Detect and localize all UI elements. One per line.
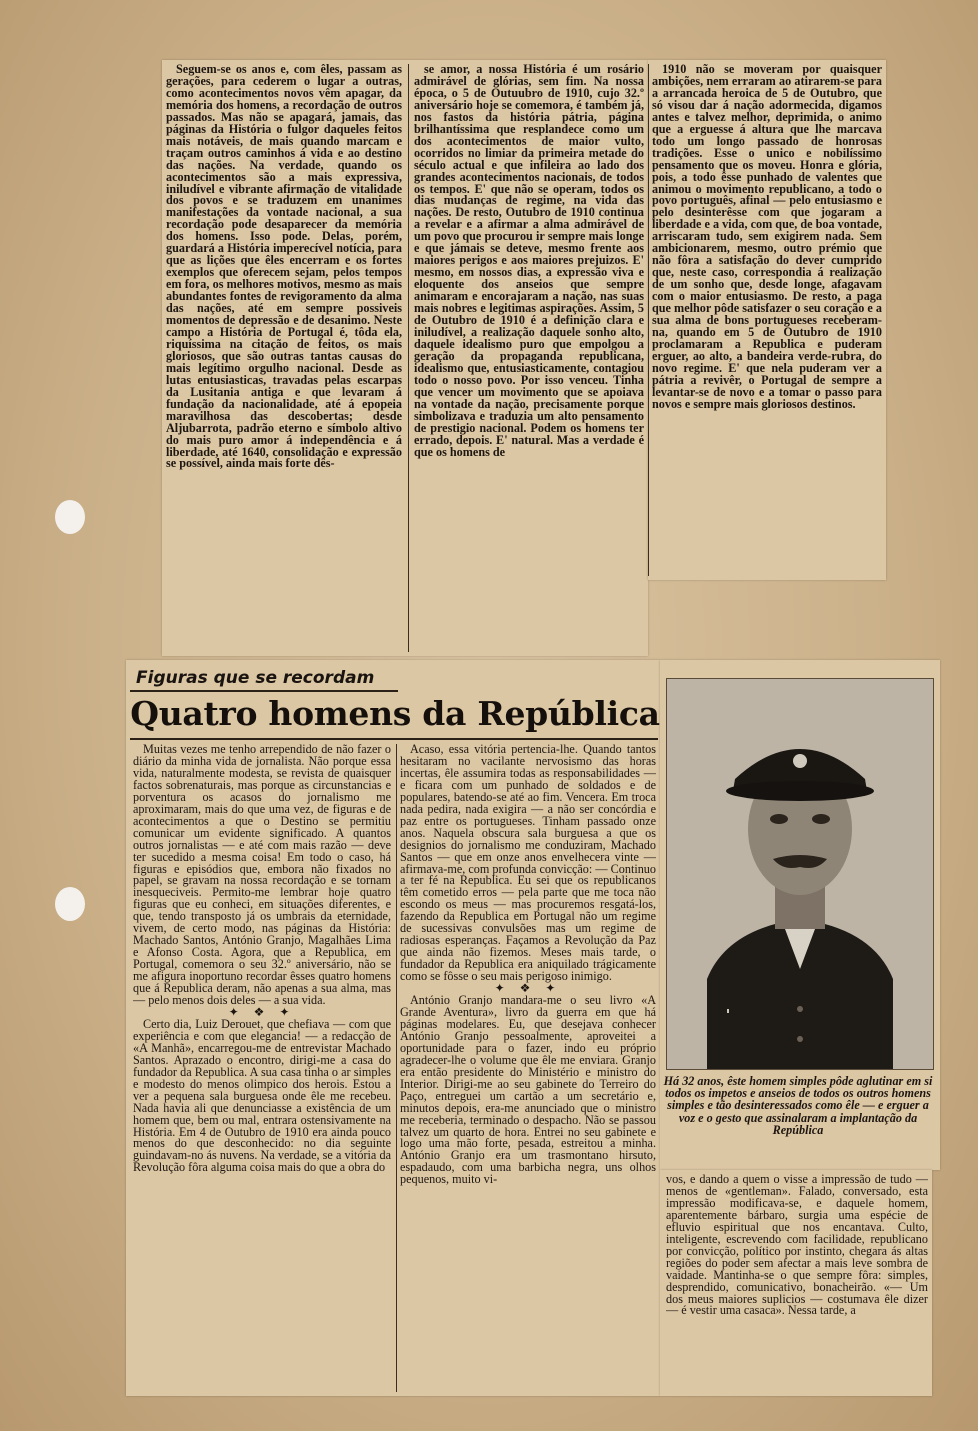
ornament-divider: ✦ ❖ ✦ xyxy=(228,1004,296,1019)
photo-caption: Há 32 anos, êste homem simples pôde aglutinar em si todos os impetos e anseios de todos os outros homens simples e tão desinteressados como êle — e erguer a voz e o gesto que assinalaram a implantação da República xyxy=(663,1074,933,1137)
top-article-col2-text: se amor, a nossa História é um rosário admirável de glórias, sem fim. Na nossa época, o 5 de Outuubro de 1910, cujo 32.º aniversário hoje se comemora, é também já, nos fastos da história pátria, página brilhantíssima que resplandece como um dos acontecimentos de maior vulto, ocorridos no limiar da primeira metade do século actual e que infileira ao lado dos grandes acontecimentos nacionais, de todos os tempos. E' que não se operam, todos os dias mudanças de regime, na vida das nações. De resto, Outubro de 1910 continua a revelar e a afirmar a alma admirável de um povo que procurou ir sempre mais longe e que jámais se deteve, mesmo frente aos maiores perigos e aos maiores prejuizos. E' mesmo, em nossos dias, a expressão viva e eloquente dos anseios que sempre animaram e encorajaram a nação, nas suas mais nobres e legitimas aspirações. Assim, 5 de Outubro de 1910 é a definição clara e iniludível, a realização daquele sonho alto, daquele idealismo puro que empolgou a geração da propaganda republicana, idealismo que, entusiasticamente, contagiou todo o nosso povo. Por isso venceu. Tinha que vencer um movimento que se apoiava na vontade da nação, precisamente porque simbolizava e traduzia um alto pensamento de prestigio nacional. Podem os homens ter errado, depois. E' natural. Mas a verdade é que os homens de xyxy=(414,64,644,459)
top-article-column-2 xyxy=(414,64,644,654)
bottom-article-col1-text-b: Certo dia, Luiz Derouet, que chefiava — com que experiência e com que elegancia! — a redacção de «A Manhã», encarregou-me de entrevistar Machado Santos. Aprazado o encontro, dirigi-me a casa do fundador da Republica. A sua casa tinha o ar simples e modesto do menos olimpico dos herois. Estou a ver a pequena sala burguesa onde êle me recebeu. Nada havia ali que denunciasse a existência de um homem que, bem ou mal, entrara ostensivamente na História. Em 4 de Outubro de 1910 era ainda pouco menos do que desconhecido: no dia seguinte guindavam-no ás nuvens. Na verdade, se a vitória da Revolução fôra alguma coisa mais do que a obra do xyxy=(133,1016,391,1175)
top-clipping-right xyxy=(648,60,886,580)
bottom-article-col1-text-a: Muitas vezes me tenho arrependido de não fazer o diário da minha vida de jornalista. Não porque essa vida, naturalmente modesta, se revista de quaisquer factos sobrenaturais, mas porque as circunstancias e porventura os acasos do jornalismo me aproximaram, mais do que uma vez, de figuras e de acontecimentos a que o Destino se permitiu comunicar um evidente significado. A quantos outros jornalistas — e até com mais razão — deve ter sucedido a mesma coisa! Em todo o caso, há figuras e episódios que, embora não fixados no papel, se gravam na nossa recordação e se tornam inesqueciveis. Permito-me lembrar hoje quatro figuras que eu conheci, em situações diferentes, e que, tendo transposto já os umbrais da eternidade, vivem, de certo modo, nas páginas da História: Machado Santos, António Granjo, Magalhães Lima e Afonso Costa. Agora, que a Republica, em Portugal, comemora o seu 32.º aniversário, não se me afigura inoportuno recordar êsses quatro homens que á Republica deram, não apenas a sua alma, mas — pelo menos dois deles — a sua vida. xyxy=(133,744,391,1008)
top-article-col1-text: Seguem-se os anos e, com êles, passam as gerações, para cederem o lugar a outras, como acontecimentos novos vêm apagar, da memória dos homens, a recordação de outros passados. Mas não se apagará, jamais, das páginas da História o fulgor daqueles feitos mais notáveis, de mais quando marcam e traçam outros caminhos á vida e ao destino das nações. Na verdade, quando os acontecimentos são a mais expressiva, iniludível e vibrante afirmação de vitalidade dos povos e se traduzem em unanimes manifestações da vontade nacional, a sua recordação pode desaparecer da memória dos homens. Isso pode. Delas, porém, guardará a História imperecível notícia, para que as lições que êles encerram e os fortes exemplos que oferecem sejam, pelos tempos em fora, os melhores motivos, mesmo as mais abundantes fontes de revigoramento da alma das nações, até em sempre possiveis momentos de depressão e de desanimo. Neste campo a História de Portugal é, tôda ela, riquíssima na citação de feitos, os mais gloriosos, que são outras tantas causas do mais legítimo orgulho nacional. Desde as lutas entusiasticas, travadas pelas escarpas da Lusitania antiga e que levaram á fundação da nacionalidade, até á epopeia maravilhosa das descobertas; desde Aljubarrota, padrão eterno e símbolo altivo do mais puro amor á independência e á liberdade, até 1640, consolidação e expressão se possível, ainda mais forte dês- xyxy=(166,64,402,471)
portrait-photo xyxy=(666,678,934,1070)
top-article-col3-text: 1910 não se moveram por quaisquer ambições, nem erraram ao atirarem-se para a arrancada heroica de 5 de Outubro, que só visou dar á nação adormecida, digamos antes e talvez melhor, deprimida, o animo que a erguesse á altura que lhe marcava todo um longo passado de honrosas tradições. Esse o unico e nobilíssimo pensamento que os moveu. Honra e glória, pois, a todo êsse punhado de valentes que animou o movimento republicano, a todo o povo português, afinal — pelo entusiasmo e pelo desinterêsse com que jogaram a liberdade e a vida, com que, de boa vontade, arriscaram tudo, sem exigirem nada. Sem ambicionarem, mesmo, outro prémio que não fôra a satisfação do dever cumprido que, neste caso, correspondia á realização de um sonho que, desde longe, afagavam com o maior entusiasmo. De resto, a paga que melhor pôde satisfazer o seu coração e a sua alma de bons portugueses receberam-na, quando em 5 de Outubro de 1910 proclamaram a Republica e puderam erguer, ao alto, a bandeira verde-rubra, do novo regime. E' que nela puderam ver a pátria a revivêr, o Portugal de sempre a levantar-se de novo e a tomar o passo para novos e sempre mais gloriosos destinos. xyxy=(652,64,882,411)
bottom-article-column-3 xyxy=(666,1174,928,1392)
column-rule xyxy=(396,744,397,1392)
bottom-article-column-2 xyxy=(400,744,656,1394)
ornament-divider: ✦ ❖ ✦ xyxy=(494,981,562,996)
bottom-article-column-1 xyxy=(133,744,391,1394)
kicker-rule xyxy=(130,690,398,692)
bottom-article-col2-text-b: António Granjo mandara-me o seu livro «A Grande Aventura», livro da guerra em que há páginas modelares. Eu, que desejava conhecer António Granjo pessoalmente, aproveitei a oportunidade para o fazer, indo eu próprio agradecer-lhe o volume que êle me enviara. Granjo era então presidente do Ministério e ministro do Interior. Dirigi-me ao seu gabinete do Terreiro do Paço, entreguei um cartão a um secretário e, minutos depois, era-me anunciado que o ministro me receberia, terminado o despacho. Não se passou talvez um quarto de hora. Entrei no seu gabinete e logo uma mão forte, pesada, estreitou a minha. António Granjo era um trasmontano hirsuto, espadaudo, com uma barbicha negra, uns olhos pequenos, muito vi- xyxy=(400,993,656,1187)
column-rule xyxy=(648,64,649,576)
top-article-column-1 xyxy=(166,64,402,654)
column-rule xyxy=(408,64,409,652)
headline-rule xyxy=(130,738,658,740)
article-headline: Quatro homens da República xyxy=(130,694,660,733)
portrait-illustration xyxy=(667,679,933,1069)
top-clipping xyxy=(162,60,648,656)
bottom-article-col2-text-a: Acaso, essa vitória pertencia-lhe. Quando tantos hesitaram no vacilante nervosismo das horas incertas, êle assumira todas as responsabilidades — e ficara com um punhado de soldados e de populares, batendo-se até ao fim. Vencera. Em troca nada pedira, nada exigira — a não ser concórdia e paz entre os portugueses. Tinham passado onze anos. Naquela obscura sala burguesa a que os designios do jornalismo me conduziram, Machado Santos — que em onze anos envelhecera vinte — afirmava-me, com profunda convicção: — Continuo a ter fé na Republica. Eu sei que os republicanos têm cometido erros — pela parte que me toca não escondo os meus — mas procuremos resgatá-los, fazendo da Republica em Portugal não um regime de sucessivas convulsões mas um regime de radiosas esperanças. Façamos a Revolução da Paz que ainda não fizemos. Meses mais tarde, o fundador da Republica era aniquilado trágicamente como se fôsse o seu mais perigoso inimigo. xyxy=(400,744,656,984)
bottom-article-col3-text: vos, e dando a quem o visse a impressão de tudo — menos de «gentleman». Falado, conversado, esta impressão modificava-se, e daquele homem, aparentemente bárbaro, surgia uma espécie de efluvio espiritual que nos encantava. Culto, inteligente, escrevendo com facilidade, republicano por convicção, político por instinto, chegara ás altas regiões do poder sem afectar a mais leve sombra de vaidade. Mantinha-se o que sempre fôra: simples, desprendido, comunicativo, bonacheirão. «— Um dos meus maiores suplicios — costumava êle dizer — é vestir uma casaca». Nessa tarde, a xyxy=(666,1174,928,1318)
punch-hole-bottom xyxy=(55,887,85,921)
punch-hole-top xyxy=(55,500,85,534)
article-kicker: Figuras que se recordam xyxy=(136,668,375,688)
top-article-column-3 xyxy=(652,64,882,576)
